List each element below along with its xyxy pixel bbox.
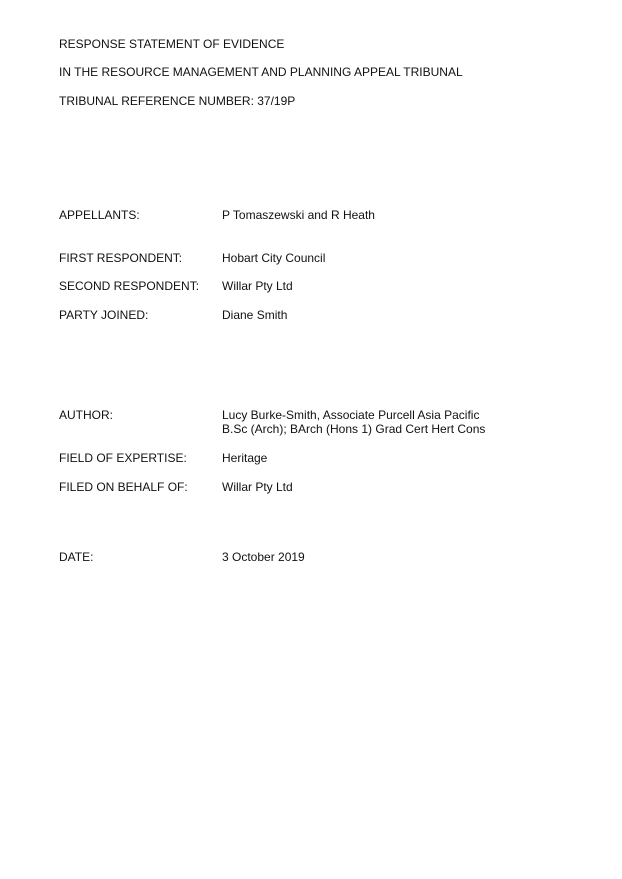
- document-title: RESPONSE STATEMENT OF EVIDENCE: [59, 37, 285, 51]
- date-label: DATE:: [59, 550, 94, 564]
- party-joined-label: PARTY JOINED:: [59, 308, 149, 322]
- second-respondent-value: Willar Pty Ltd: [222, 279, 293, 293]
- author-qualifications: B.Sc (Arch); BArch (Hons 1) Grad Cert Hert Cons: [222, 422, 486, 436]
- filed-on-behalf-value: Willar Pty Ltd: [222, 480, 293, 494]
- author-label: AUTHOR:: [59, 408, 113, 422]
- tribunal-name: IN THE RESOURCE MANAGEMENT AND PLANNING APPEAL TRIBUNAL: [59, 65, 463, 79]
- party-joined-value: Diane Smith: [222, 308, 288, 322]
- author-value: [222, 408, 485, 436]
- author-name: Lucy Burke-Smith, Associate Purcell Asia Pacific: [222, 408, 480, 422]
- date-value: 3 October 2019: [222, 550, 305, 564]
- appellants-value: P Tomaszewski and R Heath: [222, 208, 375, 222]
- field-of-expertise-value: Heritage: [222, 451, 268, 465]
- filed-on-behalf-label: FILED ON BEHALF OF:: [59, 480, 188, 494]
- field-of-expertise-label: FIELD OF EXPERTISE:: [59, 451, 187, 465]
- appellants-label: APPELLANTS:: [59, 208, 140, 222]
- second-respondent-label: SECOND RESPONDENT:: [59, 279, 200, 293]
- tribunal-reference: TRIBUNAL REFERENCE NUMBER: 37/19P: [59, 94, 296, 108]
- first-respondent-value: Hobart City Council: [222, 251, 326, 265]
- first-respondent-label: FIRST RESPONDENT:: [59, 251, 183, 265]
